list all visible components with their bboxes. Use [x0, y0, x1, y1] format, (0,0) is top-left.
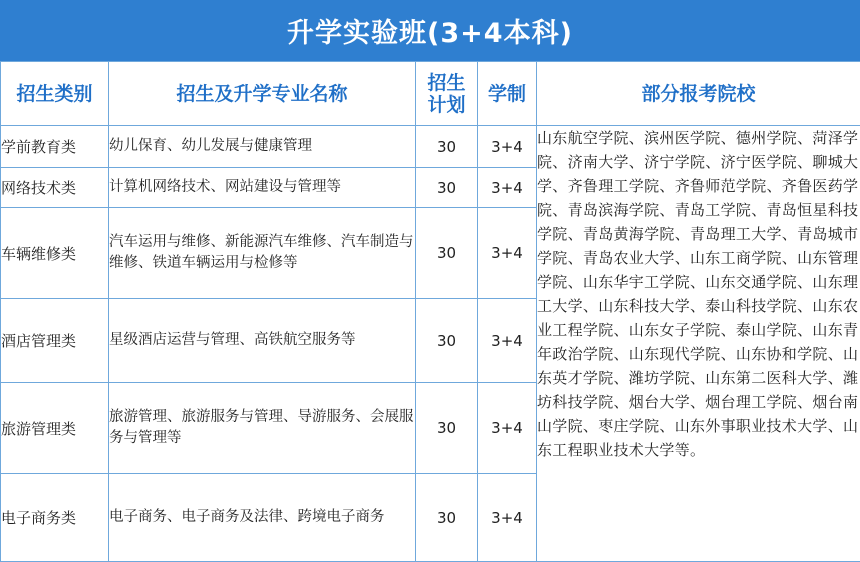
row-category: 酒店管理类 [1, 299, 109, 383]
row-category: 学前教育类 [1, 126, 109, 168]
header-category: 招生类别 [1, 62, 109, 126]
row-plan: 30 [416, 474, 478, 562]
row-plan: 30 [416, 299, 478, 383]
header-plan-text: 招生计划 [427, 72, 467, 116]
row-major: 幼儿保育、幼儿发展与健康管理 [109, 126, 416, 168]
row-major: 计算机网络技术、网站建设与管理等 [109, 168, 416, 208]
row-duration: 3+4 [478, 474, 537, 562]
row-category: 车辆维修类 [1, 208, 109, 299]
schools-list: 山东航空学院、滨州医学院、德州学院、菏泽学院、济南大学、济宁学院、济宁医学院、聊城大学、齐鲁理工学院、齐鲁师范学院、齐鲁医药学院、青岛滨海学院、青岛工学院、青岛恒星科技学院、青岛黄海学院、青岛理工大学、青岛城市学院、青岛农业大学、山东工商学院、山东管理学院、山东华宇工学院、山东交通学院、山东理工大学、山东科技大学、泰山科技学院、山东农业工程学院、山东女子学院、泰山学院、山东青年政治学院、山东现代学院、山东协和学院、山东英才学院、潍坊学院、山东第二医科大学、潍坊科技学院、烟台大学、烟台理工学院、烟台南山学院、枣庄学院、山东外事职业技术大学、山东工程职业技术大学等。 [537, 126, 860, 562]
row-duration: 3+4 [478, 383, 537, 474]
row-duration: 3+4 [478, 126, 537, 168]
row-category: 网络技术类 [1, 168, 109, 208]
row-major: 星级酒店运营与管理、高铁航空服务等 [109, 299, 416, 383]
row-category: 电子商务类 [1, 474, 109, 562]
header-duration: 学制 [478, 62, 537, 126]
row-duration: 3+4 [478, 168, 537, 208]
table-header-row [1, 62, 860, 126]
row-major: 汽车运用与维修、新能源汽车维修、汽车制造与维修、铁道车辆运用与检修等 [109, 208, 416, 299]
header-schools: 部分报考院校 [537, 62, 860, 126]
row-duration: 3+4 [478, 208, 537, 299]
page-title: 升学实验班(3+4本科) [0, 0, 860, 61]
row-major: 旅游管理、旅游服务与管理、导游服务、会展服务与管理等 [109, 383, 416, 474]
header-major: 招生及升学专业名称 [109, 62, 416, 126]
table-row [1, 126, 860, 168]
row-plan: 30 [416, 383, 478, 474]
row-plan: 30 [416, 168, 478, 208]
row-major: 电子商务、电子商务及法律、跨境电子商务 [109, 474, 416, 562]
row-duration: 3+4 [478, 299, 537, 383]
row-plan: 30 [416, 208, 478, 299]
row-plan: 30 [416, 126, 478, 168]
row-category: 旅游管理类 [1, 383, 109, 474]
header-plan [416, 62, 478, 126]
enrollment-table [0, 61, 860, 562]
